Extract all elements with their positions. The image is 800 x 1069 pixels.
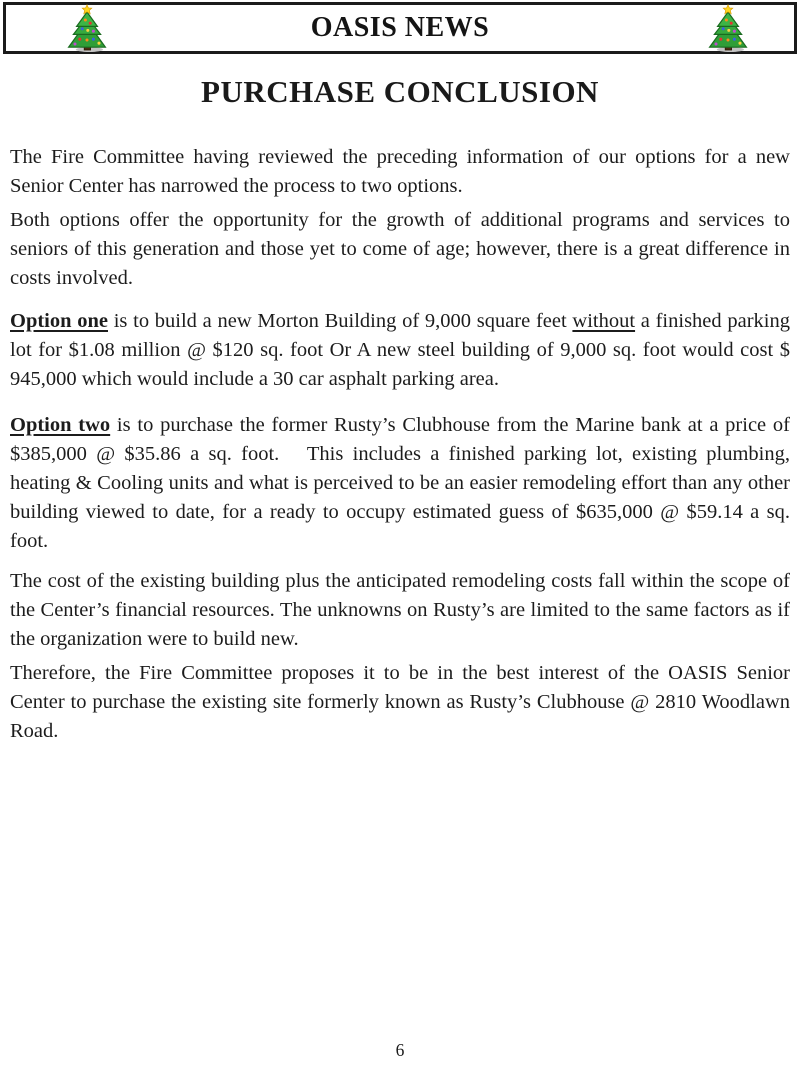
- paragraph-text: is to purchase the former Rusty’s Clubhouse from the Marine bank at a price of $385,000 @ $35.86 a sq. foot. This includes a finished parking lot, existing plumbing, heating & Cooling units and what is perceived to be an easier remodeling effort than any other building viewed to date, for a ready to occupy estimated guess of $635,000 @ $59.14 a sq. foot.: [10, 414, 790, 552]
- christmas-tree-icon: [61, 4, 113, 52]
- paragraph-text: a finished parking lot for $1.08 million @ $120 sq. foot Or A new steel building of 9,000 sq. foot would cost $ 945,000 which would include a 30 car asphalt parking area.: [10, 310, 791, 390]
- page-title: PURCHASE CONCLUSION: [201, 74, 599, 109]
- article-body: [10, 143, 790, 751]
- option-one-label: Option one: [10, 310, 108, 332]
- paragraph-text: Both options offer the opportunity for the growth of additional programs and services to seniors of this generation and those yet to come of age; however, there is a great difference in costs involved.: [10, 209, 790, 289]
- paragraph-intro: [10, 143, 790, 201]
- paragraph-cost-scope: [10, 567, 790, 654]
- paragraph-option-one: [10, 307, 790, 394]
- paragraph-text: The Fire Committee having reviewed the preceding information of our options for a new Senior Center has narrowed the process to two options.: [10, 146, 790, 197]
- paragraph-recommendation: [10, 659, 790, 746]
- paragraph-text: The cost of the existing building plus the anticipated remodeling costs fall within the scope of the Center’s financial resources. The unknowns on Rusty’s are limited to the same factors as if the organization were to build new.: [10, 570, 790, 650]
- paragraph-option-two: [10, 411, 790, 556]
- option-two-label: Option two: [10, 414, 111, 436]
- paragraph-text: Therefore, the Fire Committee proposes it to be in the best interest of the OASIS Senior Center to purchase the existing site formerly known as Rusty’s Clubhouse @ 2810 Woodlawn Road.: [10, 662, 790, 742]
- banner-title: OASIS NEWS: [310, 12, 490, 43]
- newsletter-banner: [3, 2, 797, 54]
- christmas-tree-icon: [702, 4, 754, 52]
- paragraph-both-options: [10, 206, 790, 293]
- without-underlined: without: [572, 310, 636, 332]
- page-number: 6: [395, 1040, 405, 1060]
- paragraph-text: is to build a new Morton Building of 9,000 square feet: [108, 310, 573, 332]
